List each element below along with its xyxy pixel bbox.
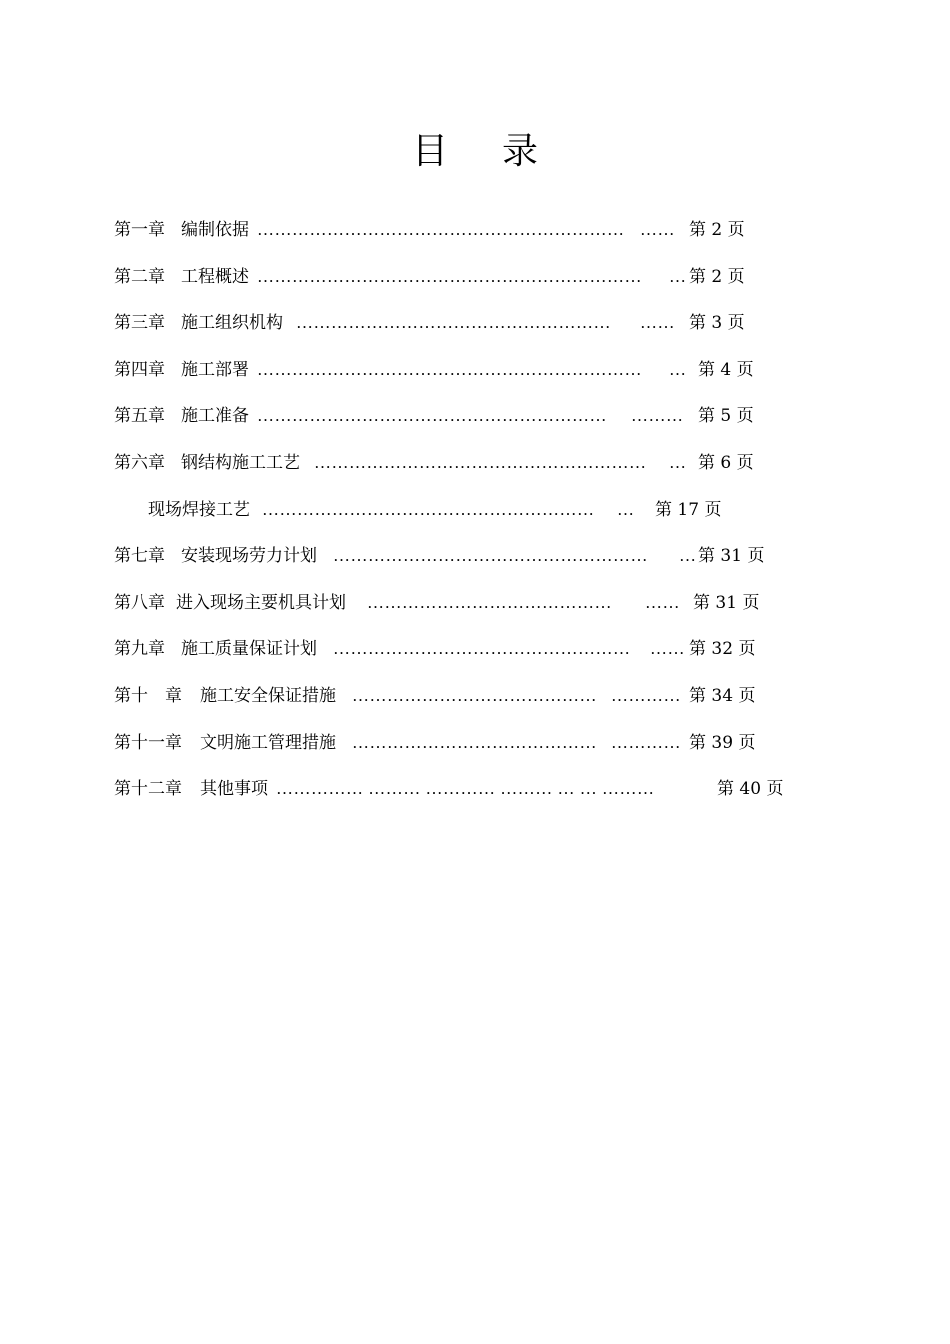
toc-leader: ………………………………………………… [314, 453, 647, 472]
toc-leader-tail: …… [650, 639, 685, 658]
toc-title: 进入现场主要机具计划 [176, 593, 346, 613]
toc-title: 文明施工管理措施 [200, 733, 336, 753]
toc-leader-tail: …… [645, 593, 680, 612]
title-char-1: 目 [411, 131, 448, 172]
toc-chapter: 第五章 [114, 406, 165, 426]
toc-title: 施工安全保证措施 [200, 686, 336, 706]
toc-leader: ………………………………………………… [262, 500, 595, 519]
toc-page-number: 第 2 页 [689, 267, 745, 287]
toc-title: 施工部署 [181, 360, 249, 380]
toc-leader-tail: …… [640, 220, 675, 239]
toc-leader-tail: … [669, 453, 687, 472]
toc-page-number: 第 39 页 [689, 733, 756, 753]
toc-chapter: 第六章 [114, 453, 165, 473]
toc-title: 钢结构施工工艺 [181, 453, 300, 473]
toc-leader-tail: … [617, 500, 635, 519]
toc-title: 安装现场劳力计划 [181, 546, 317, 566]
toc-leader-tail: …… [640, 313, 675, 332]
toc-leader: …………………………………………… [333, 639, 631, 658]
toc-page-number: 第 40 页 [717, 779, 784, 799]
toc-chapter: 第十一章 [114, 733, 182, 753]
toc-page-number: 第 5 页 [698, 406, 754, 426]
toc-chapter: 第二章 [114, 267, 165, 287]
page-title [0, 128, 950, 176]
toc-chapter: 第十二章 [114, 779, 182, 799]
toc-chapter: 第七章 [114, 546, 165, 566]
toc-leader: ……………………………………………………… [257, 220, 625, 239]
toc-title: 工程概述 [181, 267, 249, 287]
toc-page-number: 第 17 页 [655, 500, 722, 520]
toc-page-number: 第 32 页 [689, 639, 756, 659]
toc-leader: ……………………………………………… [333, 546, 648, 565]
toc-leader: ………………………………………………………… [257, 267, 642, 286]
toc-leader-tail: … [679, 546, 697, 565]
toc-title: 编制依据 [181, 220, 249, 240]
toc-leader: …………… ……… ………… ……… … … ……… [276, 779, 655, 798]
toc-page-number: 第 3 页 [689, 313, 745, 333]
toc-leader: ……………………………………………… [296, 313, 611, 332]
toc-leader-tail: … [669, 360, 687, 379]
toc-page-number: 第 6 页 [698, 453, 754, 473]
toc-page-number: 第 31 页 [698, 546, 765, 566]
toc-leader-tail: ………… [611, 733, 681, 752]
toc-page-number: 第 31 页 [693, 593, 760, 613]
toc-page-number: 第 4 页 [698, 360, 754, 380]
toc-title: 其他事项 [200, 779, 268, 799]
toc-leader: …………………………………… [352, 733, 597, 752]
toc-title: 现场焊接工艺 [148, 500, 250, 520]
toc-leader-tail: ……… [631, 406, 684, 425]
toc-chapter: 第四章 [114, 360, 165, 380]
toc-leader: …………………………………… [352, 686, 597, 705]
toc-page-number: 第 2 页 [689, 220, 745, 240]
toc-leader: …………………………………………………… [257, 406, 607, 425]
toc-leader-tail: ………… [611, 686, 681, 705]
toc-leader: …………………………………… [367, 593, 612, 612]
toc-title: 施工质量保证计划 [181, 639, 317, 659]
toc-title: 施工准备 [181, 406, 249, 426]
toc-page-number: 第 34 页 [689, 686, 756, 706]
toc-chapter: 第一章 [114, 220, 165, 240]
toc-chapter: 第三章 [114, 313, 165, 333]
toc-chapter: 第八章 [114, 593, 165, 613]
toc-leader-tail: … [669, 267, 687, 286]
toc-leader: ………………………………………………………… [257, 360, 642, 379]
toc-title: 施工组织机构 [181, 313, 283, 333]
toc-chapter: 第九章 [114, 639, 165, 659]
title-char-2: 录 [502, 131, 539, 172]
toc-chapter: 第十 章 [114, 686, 182, 706]
